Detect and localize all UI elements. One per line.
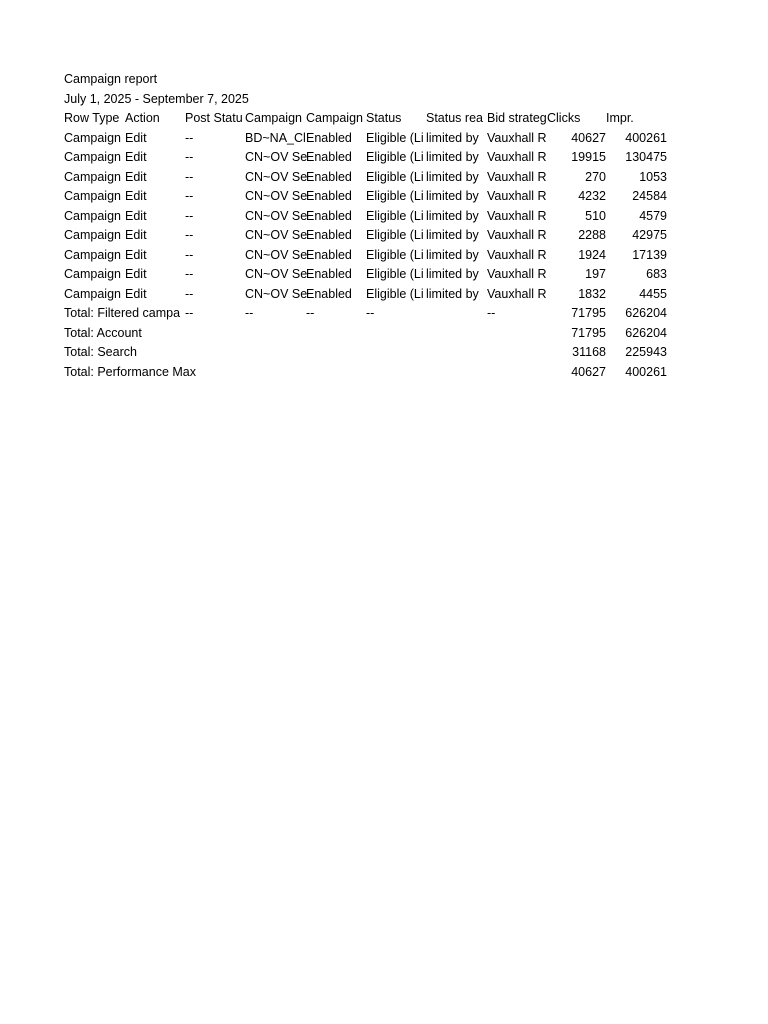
cell-clicks: 40627	[571, 130, 606, 145]
table-row	[64, 129, 667, 149]
cell-status: Eligible (Li	[366, 150, 424, 164]
cell-row-type: Campaign	[64, 228, 121, 242]
total-status: --	[366, 306, 375, 320]
cell-status: Eligible (Li	[366, 267, 424, 281]
cell-campaign-status: Enabled	[306, 228, 352, 242]
header-campaign-status: Campaign	[306, 111, 363, 125]
total-row-filtered	[64, 304, 667, 324]
report-title: Campaign report	[64, 72, 158, 86]
cell-action: Edit	[125, 247, 147, 262]
table-row	[64, 148, 667, 168]
cell-bid-strategy: Vauxhall R	[487, 189, 547, 203]
cell-clicks: 4232	[578, 189, 606, 203]
cell-status-reason: limited by	[426, 267, 479, 281]
cell-row-type: Campaign	[64, 169, 121, 184]
cell-post-status: --	[185, 189, 194, 203]
cell-impr: 1053	[639, 169, 667, 184]
cell-row-type: Campaign	[64, 286, 121, 301]
cell-action: Edit	[125, 130, 147, 145]
cell-status-reason: limited by	[426, 189, 479, 203]
cell-status-reason: limited by	[426, 169, 479, 184]
cell-status: Eligible (Li	[366, 130, 424, 145]
cell-status: Eligible (Li	[366, 169, 424, 184]
cell-bid-strategy: Vauxhall R	[487, 169, 547, 184]
header-row	[64, 109, 634, 129]
cell-status: Eligible (Li	[366, 228, 424, 242]
cell-clicks: 197	[585, 267, 606, 281]
cell-status-reason: limited by	[426, 150, 479, 164]
header-status-reason: Status rea	[426, 111, 483, 125]
cell-status: Eligible (Li	[366, 286, 424, 301]
cell-clicks: 2288	[578, 228, 606, 242]
cell-post-status: --	[185, 267, 194, 281]
cell-impr: 24584	[632, 189, 667, 203]
cell-action: Edit	[125, 150, 147, 164]
cell-impr: 130475	[625, 150, 667, 164]
cell-campaign-status: Enabled	[306, 267, 352, 281]
cell-row-type: Campaign	[64, 150, 121, 164]
cell-impr: 400261	[625, 130, 667, 145]
table-row	[64, 246, 667, 266]
cell-campaign: CN~OV Se	[245, 169, 308, 184]
total-post-status: --	[185, 306, 194, 320]
total-row-performance-max	[64, 363, 667, 383]
cell-clicks: 270	[585, 169, 606, 184]
total-label: Total: Search	[64, 345, 137, 359]
cell-row-type: Campaign	[64, 208, 121, 223]
cell-campaign: CN~OV Se	[245, 208, 308, 223]
table-row	[64, 285, 667, 305]
header-status: Status	[366, 111, 402, 125]
table-row	[64, 226, 667, 246]
cell-clicks: 510	[585, 208, 606, 223]
cell-bid-strategy: Vauxhall R	[487, 150, 547, 164]
total-clicks: 71795	[571, 325, 606, 340]
cell-status-reason: limited by	[426, 208, 479, 223]
cell-impr: 683	[646, 267, 667, 281]
total-impr: 400261	[625, 364, 667, 379]
cell-clicks: 19915	[571, 150, 606, 164]
cell-post-status: --	[185, 150, 194, 164]
header-row-type: Row Type	[64, 111, 120, 125]
cell-impr: 4455	[639, 286, 667, 301]
table-row	[64, 265, 667, 285]
cell-bid-strategy: Vauxhall R	[487, 130, 547, 145]
cell-post-status: --	[185, 286, 194, 301]
cell-status-reason: limited by	[426, 228, 479, 242]
cell-post-status: --	[185, 228, 194, 242]
header-post-status: Post Statu	[185, 111, 243, 125]
cell-action: Edit	[125, 189, 147, 203]
total-clicks: 40627	[571, 364, 606, 379]
table-row	[64, 187, 667, 207]
cell-status-reason: limited by	[426, 247, 479, 262]
header-campaign: Campaign	[245, 111, 302, 125]
cell-row-type: Campaign	[64, 247, 121, 262]
cell-impr: 42975	[632, 228, 667, 242]
total-label: Total: Filtered campa	[64, 306, 181, 320]
cell-post-status: --	[185, 208, 194, 223]
header-clicks: Clicks	[547, 111, 581, 125]
table-row	[64, 168, 667, 188]
cell-campaign: BD~NA_Cl	[245, 130, 306, 145]
cell-impr: 17139	[632, 247, 667, 262]
cell-campaign-status: Enabled	[306, 150, 352, 164]
cell-bid-strategy: Vauxhall R	[487, 208, 547, 223]
cell-action: Edit	[125, 169, 147, 184]
cell-bid-strategy: Vauxhall R	[487, 286, 547, 301]
cell-campaign-status: Enabled	[306, 286, 352, 301]
total-row-search	[64, 343, 667, 363]
cell-post-status: --	[185, 169, 194, 184]
cell-campaign-status: Enabled	[306, 189, 352, 203]
total-impr: 225943	[625, 345, 667, 359]
cell-status-reason: limited by	[426, 286, 479, 301]
header-action: Action	[125, 111, 160, 125]
cell-row-type: Campaign	[64, 130, 121, 145]
cell-campaign-status: Enabled	[306, 130, 352, 145]
cell-bid-strategy: Vauxhall R	[487, 228, 547, 242]
cell-clicks: 1924	[578, 247, 606, 262]
table-row	[64, 207, 667, 227]
total-campaign: --	[245, 306, 254, 320]
date-range: July 1, 2025 - September 7, 2025	[64, 91, 249, 106]
header-impr: Impr.	[606, 111, 634, 125]
total-campaign-status: --	[306, 306, 315, 320]
cell-campaign-status: Enabled	[306, 169, 352, 184]
cell-clicks: 1832	[578, 286, 606, 301]
cell-bid-strategy: Vauxhall R	[487, 247, 547, 262]
cell-status: Eligible (Li	[366, 247, 424, 262]
cell-status: Eligible (Li	[366, 189, 424, 203]
cell-status: Eligible (Li	[366, 208, 424, 223]
header-bid-strategy: Bid strateg	[487, 111, 547, 125]
data-rows	[64, 129, 667, 305]
cell-campaign: CN~OV Se	[245, 228, 308, 242]
cell-post-status: --	[185, 130, 194, 145]
cell-action: Edit	[125, 228, 147, 242]
total-row-account	[64, 324, 667, 344]
cell-bid-strategy: Vauxhall R	[487, 267, 547, 281]
cell-campaign: CN~OV Se	[245, 247, 308, 262]
cell-campaign: CN~OV Se	[245, 189, 308, 203]
total-label: Total: Account	[64, 325, 142, 340]
cell-post-status: --	[185, 247, 194, 262]
total-clicks: 31168	[572, 345, 606, 359]
cell-row-type: Campaign	[64, 189, 121, 203]
cell-campaign: CN~OV Se	[245, 267, 308, 281]
cell-campaign-status: Enabled	[306, 208, 352, 223]
cell-action: Edit	[125, 286, 147, 301]
cell-campaign-status: Enabled	[306, 247, 352, 262]
total-clicks: 71795	[571, 306, 606, 320]
cell-impr: 4579	[639, 208, 667, 223]
total-label: Total: Performance Max	[64, 364, 196, 379]
cell-campaign: CN~OV Se	[245, 286, 308, 301]
cell-status-reason: limited by	[426, 130, 479, 145]
cell-campaign: CN~OV Se	[245, 150, 308, 164]
total-bid-strategy: --	[487, 306, 496, 320]
total-impr: 626204	[625, 325, 667, 340]
total-impr: 626204	[625, 306, 667, 320]
cell-row-type: Campaign	[64, 267, 121, 281]
spreadsheet	[64, 70, 667, 382]
cell-action: Edit	[125, 208, 147, 223]
cell-action: Edit	[125, 267, 147, 281]
